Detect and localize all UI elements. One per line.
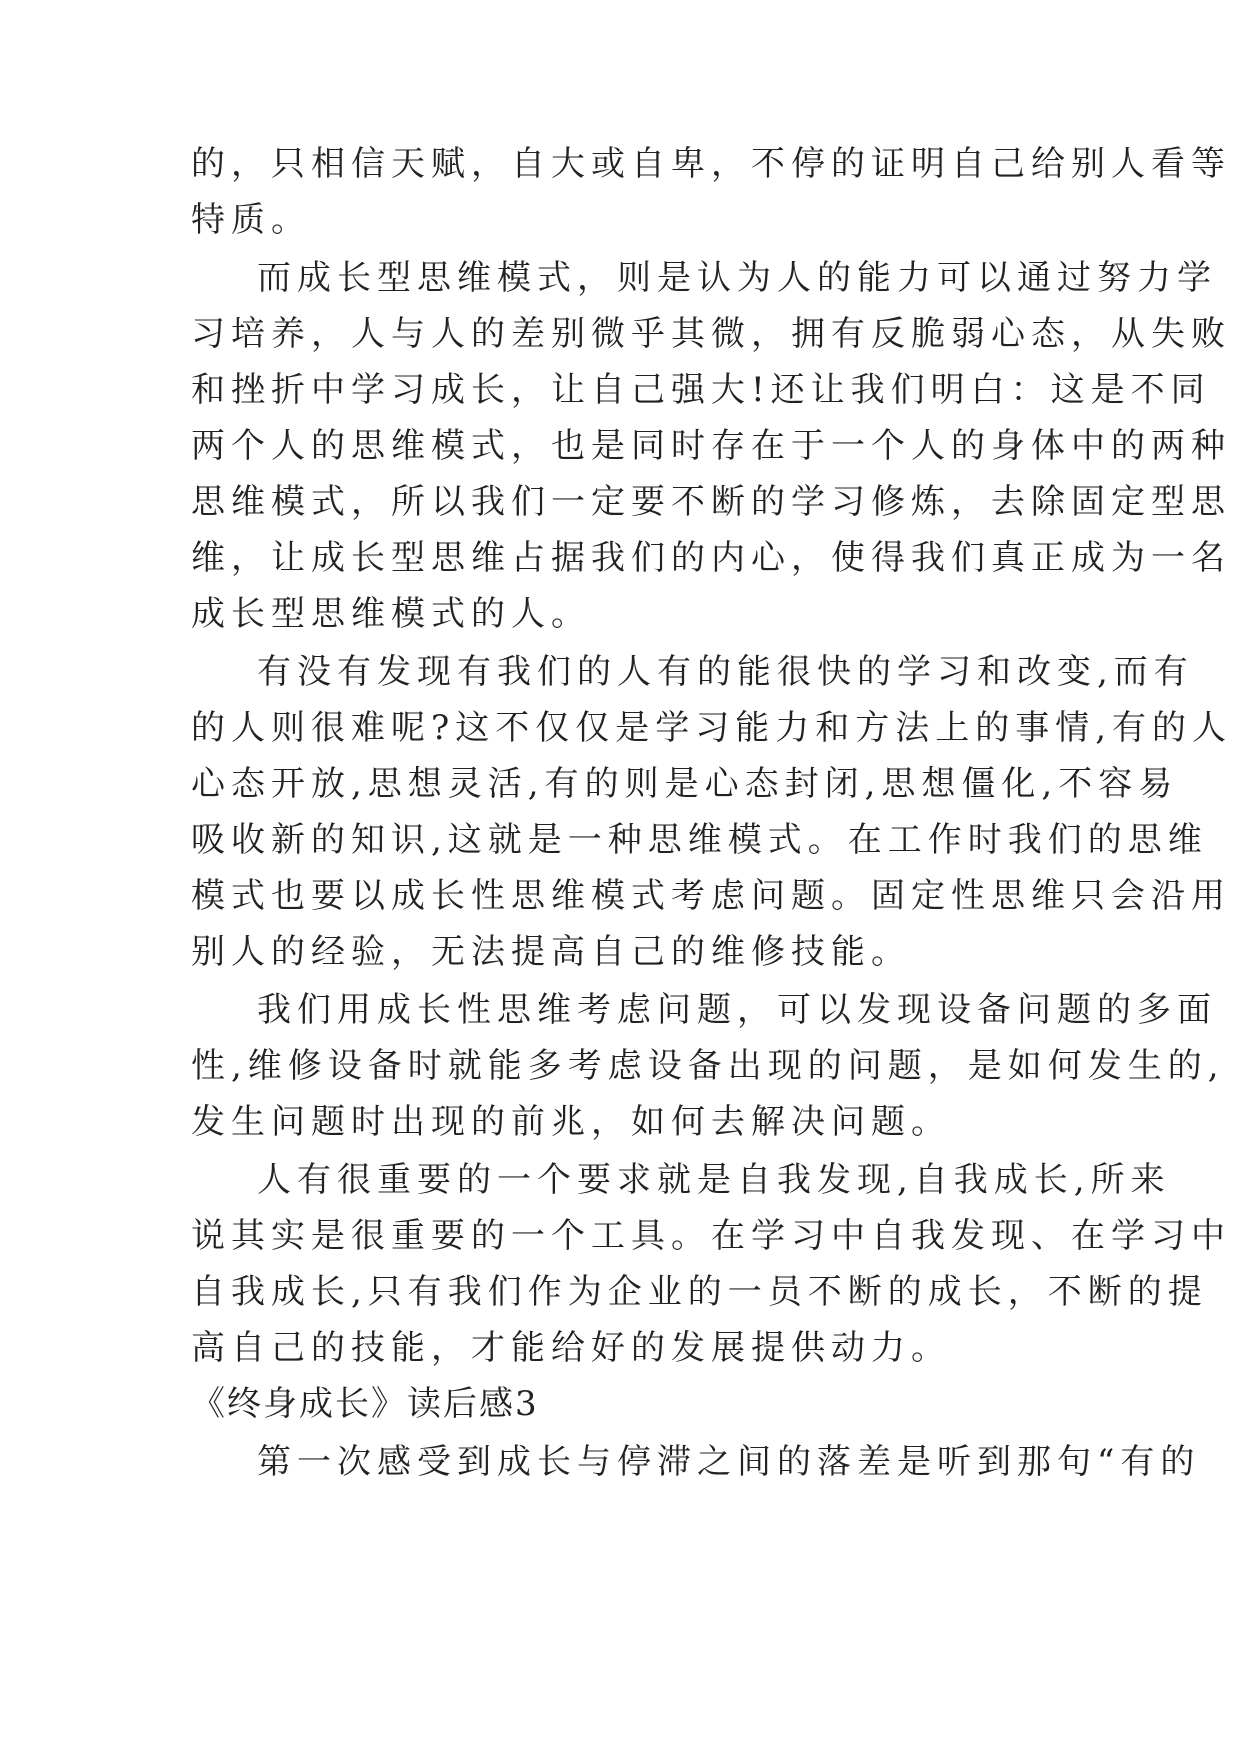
paragraph-5-line-4: 高自己的技能，才能给好的发展提供动力。 xyxy=(191,1328,951,1368)
paragraph-1-line-2: 特质。 xyxy=(191,200,311,240)
paragraph-3-line-6: 别人的经验，无法提高自己的维修技能。 xyxy=(191,932,911,972)
paragraph-5-line-3: 自我成长,只有我们作为企业的一员不断的成长，不断的提 xyxy=(191,1272,1208,1312)
paragraph-2-line-2: 习培养，人与人的差别微乎其微，拥有反脆弱心态，从失败 xyxy=(191,314,1231,354)
paragraph-6-line-1: 第一次感受到成长与停滞之间的落差是听到那句“有的 xyxy=(257,1442,1201,1482)
paragraph-3-line-2: 的人则很难呢?这不仅仅是学习能力和方法上的事情,有的人 xyxy=(191,708,1233,748)
paragraph-3-line-1: 有没有发现有我们的人有的能很快的学习和改变,而有 xyxy=(257,652,1194,692)
paragraph-3-line-5: 模式也要以成长性思维模式考虑问题。固定性思维只会沿用 xyxy=(191,876,1231,916)
paragraph-4-line-3: 发生问题时出现的前兆，如何去解决问题。 xyxy=(191,1102,951,1142)
paragraph-3-line-3: 心态开放,思想灵活,有的则是心态封闭,思想僵化,不容易 xyxy=(191,764,1179,804)
paragraph-2-line-1: 而成长型思维模式，则是认为人的能力可以通过努力学 xyxy=(257,258,1217,298)
paragraph-2-line-3: 和挫折中学习成长，让自己强大!还让我们明白：这是不同 xyxy=(191,370,1211,410)
section-heading: 《终身成长》读后感3 xyxy=(191,1384,539,1424)
paragraph-2-line-7: 成长型思维模式的人。 xyxy=(191,594,591,634)
paragraph-4-line-2: 性,维修设备时就能多考虑设备出现的问题，是如何发生的, xyxy=(191,1046,1225,1086)
paragraph-3-line-4: 吸收新的知识,这就是一种思维模式。在工作时我们的思维 xyxy=(191,820,1208,860)
paragraph-1-line-1: 的，只相信天赋，自大或自卑，不停的证明自己给别人看等 xyxy=(191,144,1231,184)
paragraph-5-line-2: 说其实是很重要的一个工具。在学习中自我发现、在学习中 xyxy=(191,1216,1231,1256)
paragraph-2-line-5: 思维模式，所以我们一定要不断的学习修炼，去除固定型思 xyxy=(191,482,1231,522)
paragraph-4-line-1: 我们用成长性思维考虑问题，可以发现设备问题的多面 xyxy=(257,990,1217,1030)
paragraph-5-line-1: 人有很重要的一个要求就是自我发现,自我成长,所来 xyxy=(257,1160,1171,1200)
paragraph-2-line-6: 维，让成长型思维占据我们的内心，使得我们真正成为一名 xyxy=(191,538,1231,578)
paragraph-2-line-4: 两个人的思维模式，也是同时存在于一个人的身体中的两种 xyxy=(191,426,1231,466)
